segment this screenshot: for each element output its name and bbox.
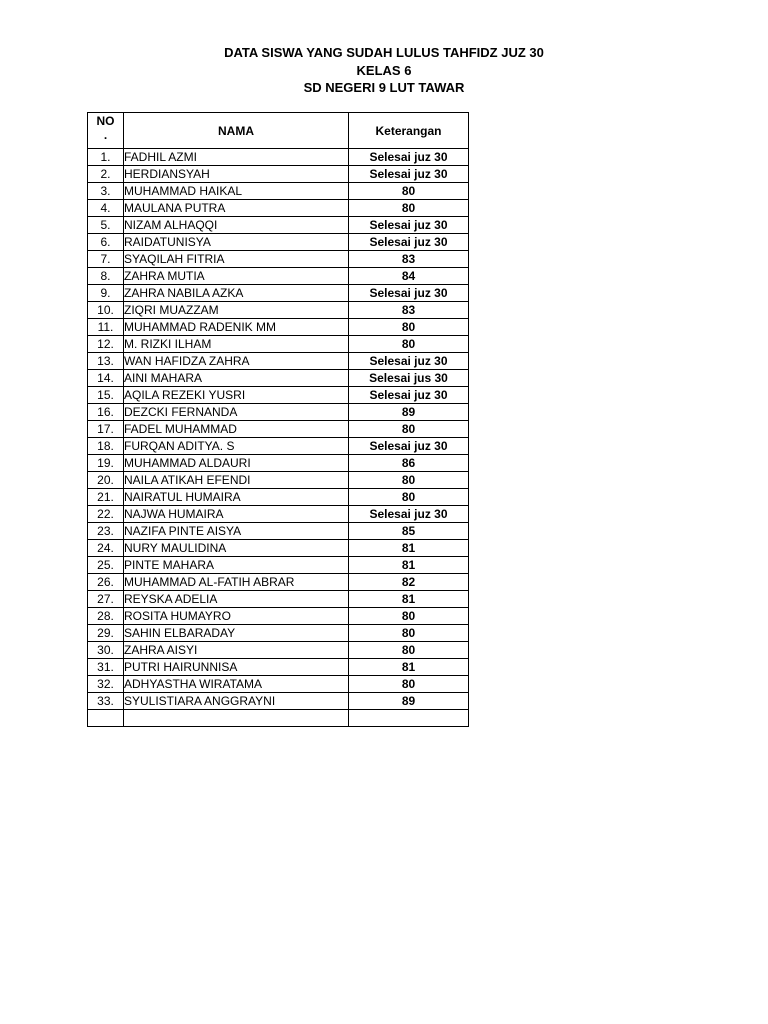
cell-no: 20. [88, 472, 124, 489]
table-row [88, 353, 469, 370]
table-row [88, 608, 469, 625]
cell-keterangan: 80 [349, 336, 469, 353]
school-name: SD NEGERI 9 LUT TAWAR [303, 80, 465, 95]
table-row [88, 489, 469, 506]
cell-no: 27. [88, 591, 124, 608]
cell-no [88, 710, 124, 727]
cell-keterangan: Selesai juz 30 [349, 387, 469, 404]
column-header-no-line2: . [103, 128, 108, 142]
cell-no: 11. [88, 319, 124, 336]
table-row [88, 336, 469, 353]
cell-no: 2. [88, 166, 124, 183]
table-row [88, 268, 469, 285]
cell-nama: MAULANA PUTRA [124, 200, 349, 217]
cell-no: 4. [88, 200, 124, 217]
cell-no: 25. [88, 557, 124, 574]
cell-no: 26. [88, 574, 124, 591]
cell-keterangan: 83 [349, 251, 469, 268]
cell-no: 28. [88, 608, 124, 625]
cell-no: 8. [88, 268, 124, 285]
cell-keterangan: 84 [349, 268, 469, 285]
cell-no: 16. [88, 404, 124, 421]
table-row [88, 319, 469, 336]
cell-keterangan: Selesai juz 30 [349, 285, 469, 302]
table-row [88, 591, 469, 608]
cell-nama: SYAQILAH FITRIA [124, 251, 349, 268]
cell-nama: MUHAMMAD AL-FATIH ABRAR [124, 574, 349, 591]
table-row [88, 149, 469, 166]
cell-no: 14. [88, 370, 124, 387]
cell-nama: WAN HAFIDZA ZAHRA [124, 353, 349, 370]
cell-nama: PUTRI HAIRUNNISA [124, 659, 349, 676]
cell-keterangan: Selesai juz 30 [349, 353, 469, 370]
cell-no: 1. [88, 149, 124, 166]
table-row [88, 625, 469, 642]
cell-nama: MUHAMMAD ALDAURI [124, 455, 349, 472]
cell-nama: ZAHRA NABILA AZKA [124, 285, 349, 302]
cell-keterangan: 81 [349, 557, 469, 574]
cell-keterangan: Selesai juz 30 [349, 506, 469, 523]
cell-keterangan: 80 [349, 625, 469, 642]
cell-no: 31. [88, 659, 124, 676]
column-header-no [88, 113, 124, 149]
cell-keterangan: 85 [349, 523, 469, 540]
document-title: DATA SISWA YANG SUDAH LULUS TAHFIDZ JUZ 30 [224, 45, 544, 60]
cell-nama: ZIQRI MUAZZAM [124, 302, 349, 319]
table-row [88, 200, 469, 217]
table-row [88, 217, 469, 234]
table-row [88, 370, 469, 387]
table-row [88, 421, 469, 438]
cell-no: 24. [88, 540, 124, 557]
cell-no: 10. [88, 302, 124, 319]
cell-keterangan: Selesai jus 30 [349, 370, 469, 387]
cell-nama: MUHAMMAD HAIKAL [124, 183, 349, 200]
cell-nama: ROSITA HUMAYRO [124, 608, 349, 625]
table-row [88, 557, 469, 574]
cell-nama: ZAHRA AISYI [124, 642, 349, 659]
cell-keterangan: 86 [349, 455, 469, 472]
table-row [88, 183, 469, 200]
cell-no: 30. [88, 642, 124, 659]
cell-nama: NAZIFA PINTE AISYA [124, 523, 349, 540]
cell-nama: NURY MAULIDINA [124, 540, 349, 557]
cell-keterangan: 83 [349, 302, 469, 319]
cell-nama: ZAHRA MUTIA [124, 268, 349, 285]
cell-no: 13. [88, 353, 124, 370]
cell-nama: MUHAMMAD RADENIK MM [124, 319, 349, 336]
table-row [88, 574, 469, 591]
column-header-nama: NAMA [124, 113, 349, 149]
cell-no: 6. [88, 234, 124, 251]
cell-nama: FADEL MUHAMMAD [124, 421, 349, 438]
cell-nama: AQILA REZEKI YUSRI [124, 387, 349, 404]
cell-nama: DEZCKI FERNANDA [124, 404, 349, 421]
table-body [88, 149, 469, 727]
cell-keterangan [349, 710, 469, 727]
cell-no: 3. [88, 183, 124, 200]
cell-keterangan: 80 [349, 676, 469, 693]
student-table [87, 112, 469, 727]
cell-no: 21. [88, 489, 124, 506]
table-row [88, 642, 469, 659]
cell-keterangan: 80 [349, 608, 469, 625]
cell-no: 17. [88, 421, 124, 438]
table-row [88, 166, 469, 183]
cell-no: 22. [88, 506, 124, 523]
cell-nama: NIZAM ALHAQQI [124, 217, 349, 234]
cell-keterangan: 81 [349, 659, 469, 676]
cell-keterangan: 82 [349, 574, 469, 591]
cell-nama [124, 710, 349, 727]
cell-nama: AINI MAHARA [124, 370, 349, 387]
cell-keterangan: 80 [349, 489, 469, 506]
cell-nama: REYSKA ADELIA [124, 591, 349, 608]
cell-nama: ADHYASTHA WIRATAMA [124, 676, 349, 693]
cell-nama: FURQAN ADITYA. S [124, 438, 349, 455]
table-row [88, 438, 469, 455]
cell-keterangan: 80 [349, 319, 469, 336]
cell-keterangan: Selesai juz 30 [349, 166, 469, 183]
table-row [88, 285, 469, 302]
cell-no: 15. [88, 387, 124, 404]
table-row [88, 540, 469, 557]
cell-nama: SYULISTIARA ANGGRAYNI [124, 693, 349, 710]
cell-no: 9. [88, 285, 124, 302]
table-row [88, 506, 469, 523]
cell-nama: FADHIL AZMI [124, 149, 349, 166]
column-header-keterangan: Keterangan [349, 113, 469, 149]
cell-keterangan: 80 [349, 183, 469, 200]
cell-keterangan: 89 [349, 404, 469, 421]
cell-keterangan: 80 [349, 200, 469, 217]
table-row [88, 710, 469, 727]
cell-keterangan: 80 [349, 421, 469, 438]
cell-nama: HERDIANSYAH [124, 166, 349, 183]
table-row [88, 302, 469, 319]
table-row [88, 455, 469, 472]
cell-no: 5. [88, 217, 124, 234]
cell-no: 32. [88, 676, 124, 693]
cell-nama: M. RIZKI ILHAM [124, 336, 349, 353]
table-row [88, 387, 469, 404]
table-row [88, 523, 469, 540]
table-row [88, 659, 469, 676]
cell-no: 19. [88, 455, 124, 472]
column-header-no-line1: NO [96, 114, 115, 128]
cell-keterangan: 80 [349, 472, 469, 489]
table-header [88, 113, 469, 149]
cell-nama: NAJWA HUMAIRA [124, 506, 349, 523]
cell-keterangan: 81 [349, 591, 469, 608]
class-label: KELAS 6 [356, 62, 412, 78]
cell-keterangan: Selesai juz 30 [349, 234, 469, 251]
table-row [88, 693, 469, 710]
cell-keterangan: 81 [349, 540, 469, 557]
table-row [88, 472, 469, 489]
cell-no: 33. [88, 693, 124, 710]
cell-no: 23. [88, 523, 124, 540]
cell-nama: PINTE MAHARA [124, 557, 349, 574]
cell-keterangan: Selesai juz 30 [349, 217, 469, 234]
cell-nama: NAIRATUL HUMAIRA [124, 489, 349, 506]
table-header-row [88, 113, 469, 149]
cell-no: 12. [88, 336, 124, 353]
cell-nama: NAILA ATIKAH EFENDI [124, 472, 349, 489]
table-row [88, 234, 469, 251]
cell-keterangan: 80 [349, 642, 469, 659]
cell-no: 18. [88, 438, 124, 455]
cell-keterangan: Selesai juz 30 [349, 149, 469, 166]
table-row [88, 676, 469, 693]
document-title-block [0, 44, 768, 97]
table-row [88, 251, 469, 268]
table-row [88, 404, 469, 421]
cell-nama: RAIDATUNISYA [124, 234, 349, 251]
cell-no: 29. [88, 625, 124, 642]
cell-keterangan: 89 [349, 693, 469, 710]
cell-nama: SAHIN ELBARADAY [124, 625, 349, 642]
cell-no: 7. [88, 251, 124, 268]
cell-keterangan: Selesai juz 30 [349, 438, 469, 455]
